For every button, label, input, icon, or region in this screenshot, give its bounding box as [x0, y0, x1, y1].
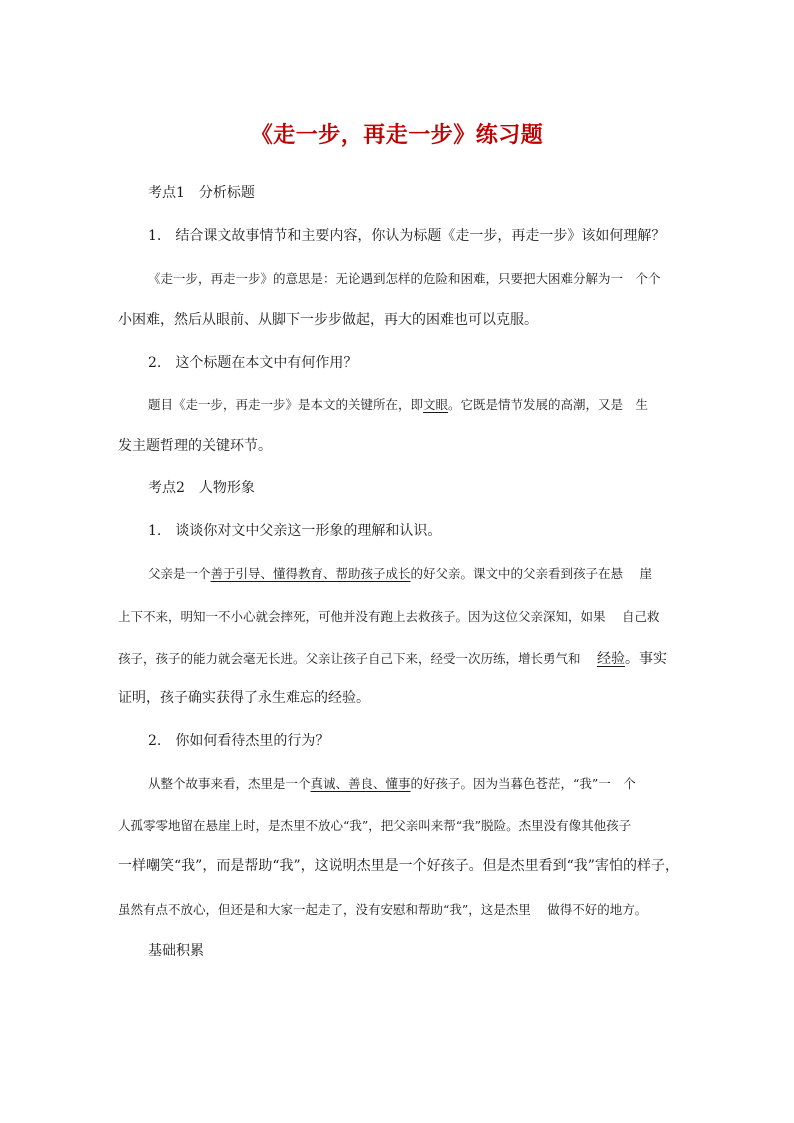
underlined-keyword: 善于引导、懂得教育、帮助孩子成长: [210, 566, 411, 581]
question-1-2: 2. 这个标题在本文中有何作用？: [148, 355, 358, 371]
answer-text: 孩子，孩子的能力就会毫无长进。父亲让孩子自己下来，经受一次历练，增长勇气和: [118, 651, 597, 666]
underlined-keyword: 经验: [596, 651, 625, 667]
answer-text: 从整个故事来看，杰里是一个: [148, 776, 311, 791]
answer-text: 题目《走一步，再走一步》是本文的关键所在，即: [148, 397, 424, 412]
section-heading-3: 基础积累: [148, 943, 204, 959]
answer-text: 。事实: [624, 651, 667, 667]
answer-2-2-line-2: 人孤零零地留在悬崖上时，是杰里不放心“我”，把父亲叫来帮“我”脱险。杰里没有像其他孩子: [118, 818, 632, 833]
answer-1-1-line-2: 小困难，然后从眼前、从脚下一步步做起，再大的困难也可以克服。: [118, 312, 538, 328]
answer-text: 的好孩子。因为当暮色苍茫，“我”一 个: [410, 776, 636, 791]
section-heading-2: 考点2 人物形象: [148, 480, 255, 496]
answer-2-1-line-3: [118, 650, 667, 668]
question-1-1: 1. 结合课文故事情节和主要内容，你认为标题《走一步，再走一步》该如何理解？: [148, 228, 666, 244]
answer-1-1-line-1: 《走一步，再走一步》的意思是：无论遇到怎样的危险和困难，只要把大困难分解为一 个个: [148, 271, 661, 286]
underlined-keyword: 文眼: [423, 397, 449, 412]
answer-2-2-line-1: [148, 775, 636, 793]
answer-2-1-line-1: [148, 565, 652, 583]
answer-text: 的好父亲。课文中的父亲看到孩子在悬 崖: [410, 566, 653, 581]
answer-2-1-line-2: 上下不来，明知一不小心就会摔死，可他并没有跑上去救孩子。因为这位父亲深知，如果 自己救: [118, 609, 660, 624]
answer-2-2-line-3: 一样嘲笑“我”，而是帮助“我”，这说明杰里是一个好孩子。但是杰里看到“我”害怕的样子，: [118, 858, 679, 874]
answer-1-2-line-2: 发主题哲理的关键环节。: [118, 438, 272, 454]
underlined-keyword: 真诚、善良、懂事: [310, 776, 411, 791]
section-heading-1: 考点1 分析标题: [148, 185, 255, 201]
answer-text: 。它既是情节发展的高潮，又是 生: [448, 397, 649, 412]
question-2-2: 2. 你如何看待杰里的行为？: [148, 733, 330, 749]
question-2-1: 1. 谈谈你对文中父亲这一形象的理解和认识。: [148, 523, 442, 539]
answer-1-2-line-1: [148, 396, 648, 414]
answer-text: 父亲是一个: [148, 566, 211, 581]
answer-2-2-line-4: 虽然有点不放心，但还是和大家一起走了，没有安慰和帮助“我”，这是杰里 做得不好的地方。: [118, 902, 648, 917]
answer-2-1-line-4: 证明，孩子确实获得了永生难忘的经验。: [118, 690, 370, 706]
page-title: 《走一步，再走一步》练习题: [250, 122, 544, 148]
